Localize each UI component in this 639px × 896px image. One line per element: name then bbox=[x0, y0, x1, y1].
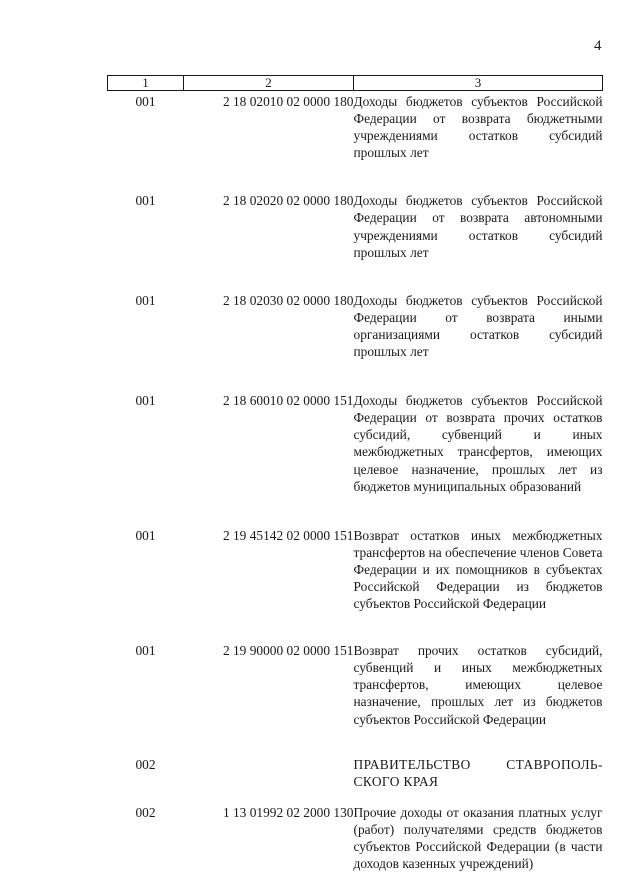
chapter-code-cell: 001 bbox=[135, 393, 156, 409]
income-code-cell bbox=[184, 756, 354, 804]
income-code-cell: 2 18 02010 02 0000 180 bbox=[222, 94, 354, 109]
income-code-cell: 2 18 60010 02 0000 151 bbox=[222, 393, 354, 409]
table-row bbox=[108, 392, 603, 527]
chapter-code-cell: 001 bbox=[135, 643, 156, 659]
income-description-cell: Возврат прочих остатков субсидий, субвенций и иных межбюджетных трансфертов, имеющих целевое назначение, прошлых лет из бюджетов субъектов Российской Федерации bbox=[353, 643, 603, 727]
chapter-code-cell: 001 bbox=[135, 193, 156, 209]
income-code-cell: 2 19 45142 02 0000 151 bbox=[222, 527, 354, 543]
column-header-code: 2 bbox=[184, 76, 354, 91]
table-row bbox=[108, 292, 603, 392]
income-code-cell: 2 18 02020 02 0000 180 bbox=[222, 193, 354, 209]
chapter-code-cell: 001 bbox=[135, 527, 156, 543]
table-row bbox=[108, 192, 603, 291]
column-header-chapter: 1 bbox=[108, 76, 184, 91]
page-number: 4 bbox=[594, 38, 602, 54]
income-code-cell: 2 18 02030 02 0000 180 bbox=[222, 292, 354, 308]
income-description-cell: Доходы бюджетов субъектов Российской Федерации от возврата прочих остатков субсидий, субвенций и иных межбюджетных трансфертов, имеющих целевое назначение, прошлых лет из бюджетов муниципальных образований bbox=[353, 393, 603, 494]
table-row bbox=[108, 642, 603, 755]
income-description-cell: Доходы бюджетов субъектов Российской Федерации от возврата бюджетными учреждениями остатков субсидий прошлых лет bbox=[353, 94, 603, 161]
table-row bbox=[108, 91, 603, 193]
income-code-cell: 1 13 01992 02 2000 130 bbox=[222, 804, 354, 820]
chapter-code-cell: 002 bbox=[135, 756, 156, 772]
income-code-cell: 2 19 90000 02 0000 151 bbox=[222, 643, 354, 659]
table-row bbox=[108, 756, 603, 804]
table-row bbox=[108, 804, 603, 872]
table-row bbox=[108, 527, 603, 642]
chapter-code-cell: 001 bbox=[135, 292, 156, 308]
column-header-description: 3 bbox=[354, 76, 603, 91]
chapter-code-cell: 001 bbox=[135, 94, 156, 109]
ministry-heading-cell: ПРАВИТЕЛЬСТВО СТАВРОПОЛЬСКОГО КРАЯ bbox=[353, 756, 603, 789]
chapter-code-cell: 002 bbox=[135, 804, 156, 820]
income-description-cell: Доходы бюджетов субъектов Российской Федерации от возврата автономными учреждениями остатков субсидий прошлых лет bbox=[353, 193, 603, 260]
income-description-cell: Доходы бюджетов субъектов Российской Федерации от возврата иными организациями остатков субсидий прошлых лет bbox=[353, 292, 603, 360]
income-description-cell: Возврат остатков иных межбюджетных трансфертов на обеспечение членов Совета Федерации и их помощников в субъектах Российской Федерации из бюджетов субъектов Российской Федерации bbox=[353, 527, 603, 612]
income-description-cell: Прочие доходы от оказания платных услуг (работ) получателями средств бюджетов субъектов Российской Федерации (в части доходов казенных учреждений) bbox=[353, 804, 603, 872]
budget-classification-table bbox=[107, 75, 603, 872]
table-header-row bbox=[108, 76, 603, 91]
